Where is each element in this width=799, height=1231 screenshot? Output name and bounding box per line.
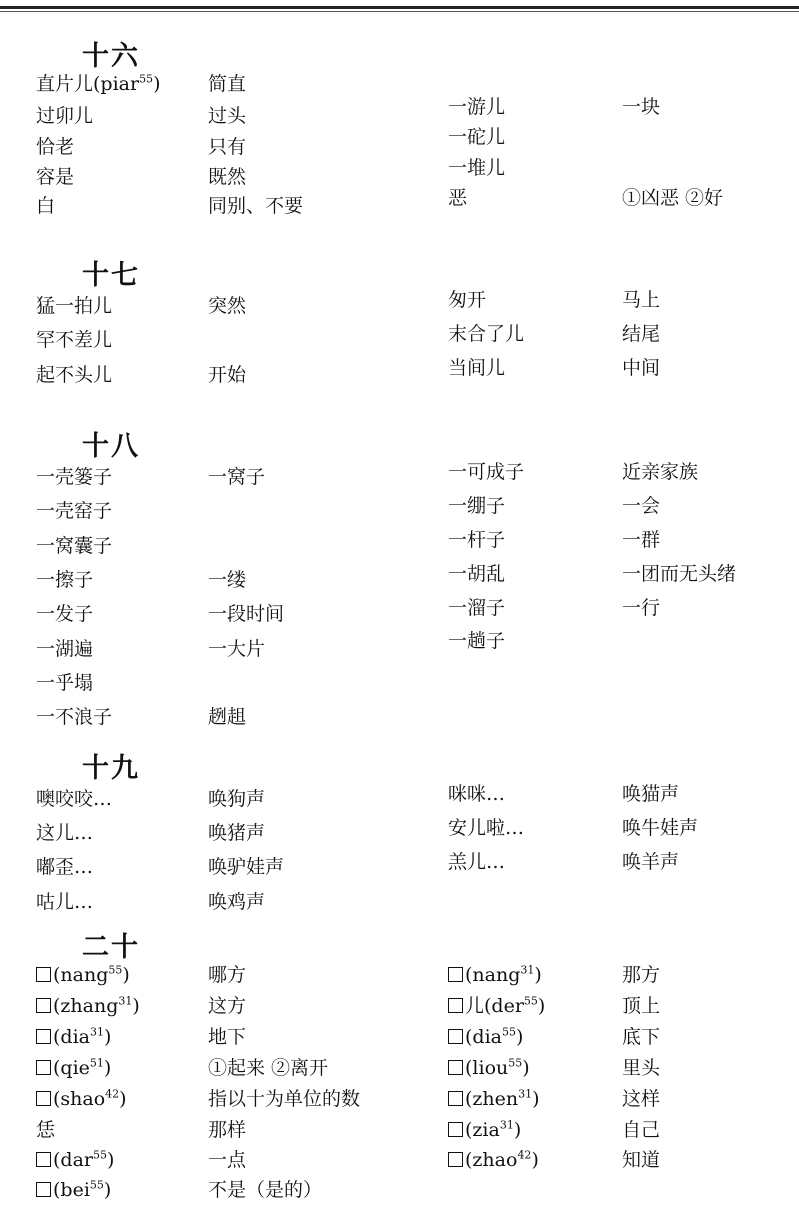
term: 一堆儿 bbox=[448, 157, 506, 179]
section-heading: 十八 bbox=[82, 431, 140, 462]
definition: 知道 bbox=[622, 1149, 661, 1171]
term: 一趟子 bbox=[448, 630, 506, 652]
term: 白 bbox=[36, 195, 56, 217]
definition: 一点 bbox=[208, 1149, 247, 1171]
definition: 不是（是的） bbox=[208, 1179, 323, 1201]
tone-number: 55 bbox=[108, 963, 123, 977]
blank-char-box-icon bbox=[36, 1182, 51, 1197]
blank-char-box-icon bbox=[448, 1029, 463, 1044]
tone-number: 31 bbox=[520, 963, 535, 977]
definition: 过头 bbox=[208, 105, 247, 127]
term: 一湖遍 bbox=[36, 638, 94, 660]
blank-char-box-icon bbox=[448, 967, 463, 982]
blank-char-box-icon bbox=[448, 1122, 463, 1137]
term: (bei$^{55}$) bbox=[36, 1181, 111, 1200]
definition: 那方 bbox=[622, 964, 661, 986]
term: 一发子 bbox=[36, 603, 94, 625]
term: 一窝囊子 bbox=[36, 535, 113, 557]
tone-number: 55 bbox=[523, 994, 538, 1008]
tone-number: 55 bbox=[93, 1148, 107, 1162]
tone-number: 55 bbox=[139, 72, 154, 86]
term: 匆开 bbox=[448, 289, 487, 311]
definition: 唤猪声 bbox=[208, 822, 266, 844]
blank-char-box-icon bbox=[36, 1060, 51, 1075]
definition: 一行 bbox=[622, 597, 661, 619]
term: 容是 bbox=[36, 166, 75, 188]
definition: 顶上 bbox=[622, 995, 661, 1017]
tone-number: 55 bbox=[508, 1056, 523, 1070]
term: 一不浪子 bbox=[36, 706, 113, 728]
term: 直片儿(piar$^{55}$) bbox=[36, 72, 161, 95]
term: (shao$^{42}$) bbox=[36, 1090, 127, 1109]
blank-char-box-icon bbox=[36, 998, 51, 1013]
term: (dia$^{31}$) bbox=[36, 1028, 111, 1047]
definition: 简直 bbox=[208, 73, 247, 95]
tone-number: 55 bbox=[89, 1178, 104, 1192]
term: (zhang$^{31}$) bbox=[36, 997, 140, 1016]
definition: 一段时间 bbox=[208, 603, 285, 625]
blank-char-box-icon bbox=[36, 967, 51, 982]
definition: 一大片 bbox=[208, 638, 266, 660]
term: (zia$^{31}$) bbox=[448, 1121, 521, 1140]
blank-char-box-icon bbox=[448, 1060, 463, 1075]
section-heading: 二十 bbox=[82, 932, 140, 963]
term: 末合了儿 bbox=[448, 323, 525, 345]
blank-char-box-icon bbox=[448, 1091, 463, 1106]
definition: 一块 bbox=[622, 96, 661, 118]
blank-char-box-icon bbox=[448, 1152, 463, 1167]
definition: 那样 bbox=[208, 1119, 247, 1141]
definition: 地下 bbox=[208, 1026, 247, 1048]
definition: 这样 bbox=[622, 1088, 661, 1110]
term: 一砣儿 bbox=[448, 126, 506, 148]
definition: 指以十为单位的数 bbox=[208, 1088, 361, 1110]
definition: 唤狗声 bbox=[208, 788, 266, 810]
term: (zhen$^{31}$) bbox=[448, 1090, 540, 1109]
top-rule bbox=[0, 6, 799, 9]
definition: 唤驴娃声 bbox=[208, 856, 285, 878]
term: 一绷子 bbox=[448, 495, 506, 517]
term: 一可成子 bbox=[448, 461, 525, 483]
definition: 马上 bbox=[622, 289, 661, 311]
term: 噢咬咬… bbox=[36, 788, 113, 810]
definition: 唤鸡声 bbox=[208, 891, 266, 913]
term: 一胡乱 bbox=[448, 563, 506, 585]
section-heading: 十九 bbox=[82, 753, 140, 784]
blank-char-box-icon bbox=[36, 1091, 51, 1106]
term: 一壳篓子 bbox=[36, 466, 113, 488]
definition: 一会 bbox=[622, 495, 661, 517]
term: 咕儿… bbox=[36, 891, 94, 913]
term: 恰老 bbox=[36, 136, 75, 158]
term: 猛一拍儿 bbox=[36, 295, 113, 317]
term: (liou$^{55}$) bbox=[448, 1059, 530, 1078]
term: 当间儿 bbox=[448, 357, 506, 379]
tone-number: 31 bbox=[499, 1118, 514, 1132]
definition: 唤牛娃声 bbox=[622, 817, 699, 839]
definition: 中间 bbox=[622, 357, 661, 379]
definition: ①凶恶 ②好 bbox=[622, 187, 724, 209]
term: 嘟歪… bbox=[36, 856, 94, 878]
definition: 底下 bbox=[622, 1026, 661, 1048]
top-rule-thin bbox=[0, 11, 799, 12]
term: (nang$^{31}$) bbox=[448, 966, 542, 985]
term: 一杆子 bbox=[448, 529, 506, 551]
term: (dia$^{55}$) bbox=[448, 1028, 523, 1047]
definition: 结尾 bbox=[622, 323, 661, 345]
definition: 自己 bbox=[622, 1119, 661, 1141]
tone-number: 51 bbox=[89, 1056, 104, 1070]
term: (nang$^{55}$) bbox=[36, 966, 130, 985]
definition: 唤猫声 bbox=[622, 783, 680, 805]
blank-char-box-icon bbox=[36, 1152, 51, 1167]
term: 一擦子 bbox=[36, 569, 94, 591]
term: 起不头儿 bbox=[36, 364, 113, 386]
term: (zhao$^{42}$) bbox=[448, 1151, 539, 1170]
term: 安儿啦… bbox=[448, 817, 525, 839]
definition: 一缕 bbox=[208, 569, 247, 591]
definition: 开始 bbox=[208, 364, 247, 386]
term: 一溜子 bbox=[448, 597, 506, 619]
blank-char-box-icon bbox=[448, 998, 463, 1013]
definition: 里头 bbox=[622, 1057, 661, 1079]
definition: 一窝子 bbox=[208, 466, 266, 488]
definition: 一群 bbox=[622, 529, 661, 551]
term: 这儿… bbox=[36, 822, 94, 844]
tone-number: 31 bbox=[518, 1087, 533, 1101]
definition: 一团而无头绪 bbox=[622, 563, 737, 585]
term: 咪咪… bbox=[448, 783, 506, 805]
definition: 唤羊声 bbox=[622, 851, 680, 873]
definition: 哪方 bbox=[208, 964, 247, 986]
term: 一乎塌 bbox=[36, 672, 94, 694]
section-heading: 十七 bbox=[82, 260, 140, 291]
tone-number: 55 bbox=[501, 1025, 516, 1039]
term: 羔儿… bbox=[448, 851, 506, 873]
term: (dar$^{55}$) bbox=[36, 1151, 114, 1170]
tone-number: 42 bbox=[517, 1148, 532, 1162]
term: 儿(der$^{55}$) bbox=[448, 997, 545, 1016]
term: 恶 bbox=[448, 187, 468, 209]
definition: 趔趄 bbox=[208, 706, 247, 728]
term: 过卯儿 bbox=[36, 105, 94, 127]
term: 一壳窑子 bbox=[36, 500, 113, 522]
tone-number: 31 bbox=[89, 1025, 104, 1039]
tone-number: 42 bbox=[105, 1087, 120, 1101]
definition: 既然 bbox=[208, 166, 247, 188]
blank-char-box-icon bbox=[36, 1029, 51, 1044]
section-heading: 十六 bbox=[82, 41, 140, 72]
tone-number: 31 bbox=[118, 994, 133, 1008]
definition: 只有 bbox=[208, 136, 247, 158]
definition: ①起来 ②离开 bbox=[208, 1057, 329, 1079]
definition: 近亲家族 bbox=[622, 461, 699, 483]
term: 罕不差儿 bbox=[36, 329, 113, 351]
term: 一游儿 bbox=[448, 96, 506, 118]
term: 恁 bbox=[36, 1119, 56, 1141]
definition: 突然 bbox=[208, 295, 247, 317]
definition: 这方 bbox=[208, 995, 247, 1017]
term: (qie$^{51}$) bbox=[36, 1059, 111, 1078]
definition: 同别、不要 bbox=[208, 195, 304, 217]
